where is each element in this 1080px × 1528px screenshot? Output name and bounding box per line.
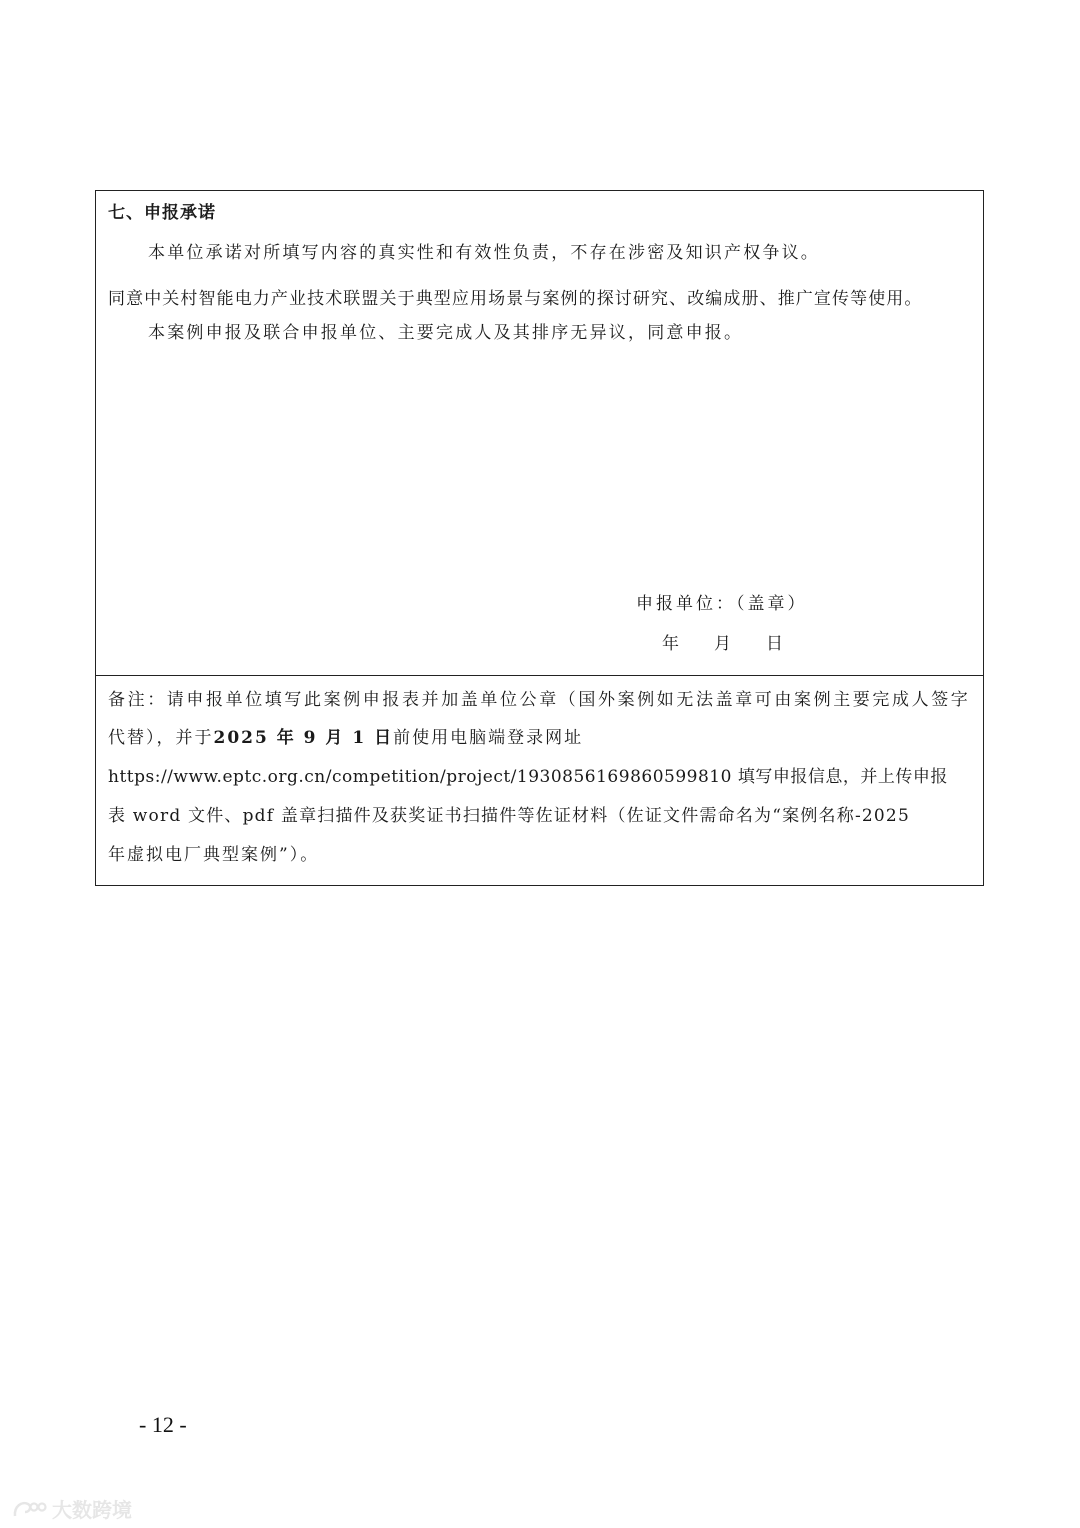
- commitment-paragraph-2: 同意中关村智能电力产业技术联盟关于典型应用场景与案例的探讨研究、改编成册、推广宣传等使用。: [108, 289, 923, 309]
- date-month-label: 月: [714, 634, 731, 654]
- brand-logo-icon: [12, 1498, 48, 1520]
- commitment-section: [96, 191, 983, 676]
- remarks-suffix: 前使用电脑端登录网址: [393, 728, 584, 748]
- remarks-line-1: 备注：请申报单位填写此案例申报表并加盖单位公章（国外案例如无法盖章可由案例主要完成人签字: [108, 690, 971, 710]
- date-day-label: 日: [766, 634, 783, 654]
- application-form-table: [95, 190, 984, 886]
- remarks-line-4: 表 word 文件、pdf 盖章扫描件及获奖证书扫描件等佐证材料（佐证文件需命名为“案例名称-2025: [108, 806, 910, 826]
- remarks-line-5: 年虚拟电厂典型案例”）。: [108, 845, 320, 865]
- watermark: [12, 1494, 132, 1523]
- submission-deadline: 2025 年 9 月 1 日: [213, 728, 394, 748]
- watermark-text: 大数跨境: [52, 1498, 132, 1522]
- section-heading: 七、申报承诺: [108, 203, 216, 223]
- page-number: - 12 -: [139, 1412, 187, 1437]
- remarks-line-2: [108, 728, 583, 748]
- commitment-paragraph-3: 本案例申报及联合申报单位、主要完成人及其排序无异议，同意申报。: [148, 323, 744, 343]
- remarks-section: [96, 676, 983, 885]
- date-year-label: 年: [662, 634, 679, 654]
- commitment-paragraph-1: 本单位承诺对所填写内容的真实性和有效性负责，不存在涉密及知识产权争议。: [148, 243, 820, 263]
- signature-unit-label: 申报单位：（盖章）: [636, 594, 808, 614]
- remarks-prefix: 代替），并于: [108, 728, 214, 748]
- remarks-line-3-url: https://www.eptc.org.cn/competition/project/1930856169860599810 填写申报信息，并上传申报: [108, 767, 948, 787]
- signature-date-row: [662, 634, 783, 654]
